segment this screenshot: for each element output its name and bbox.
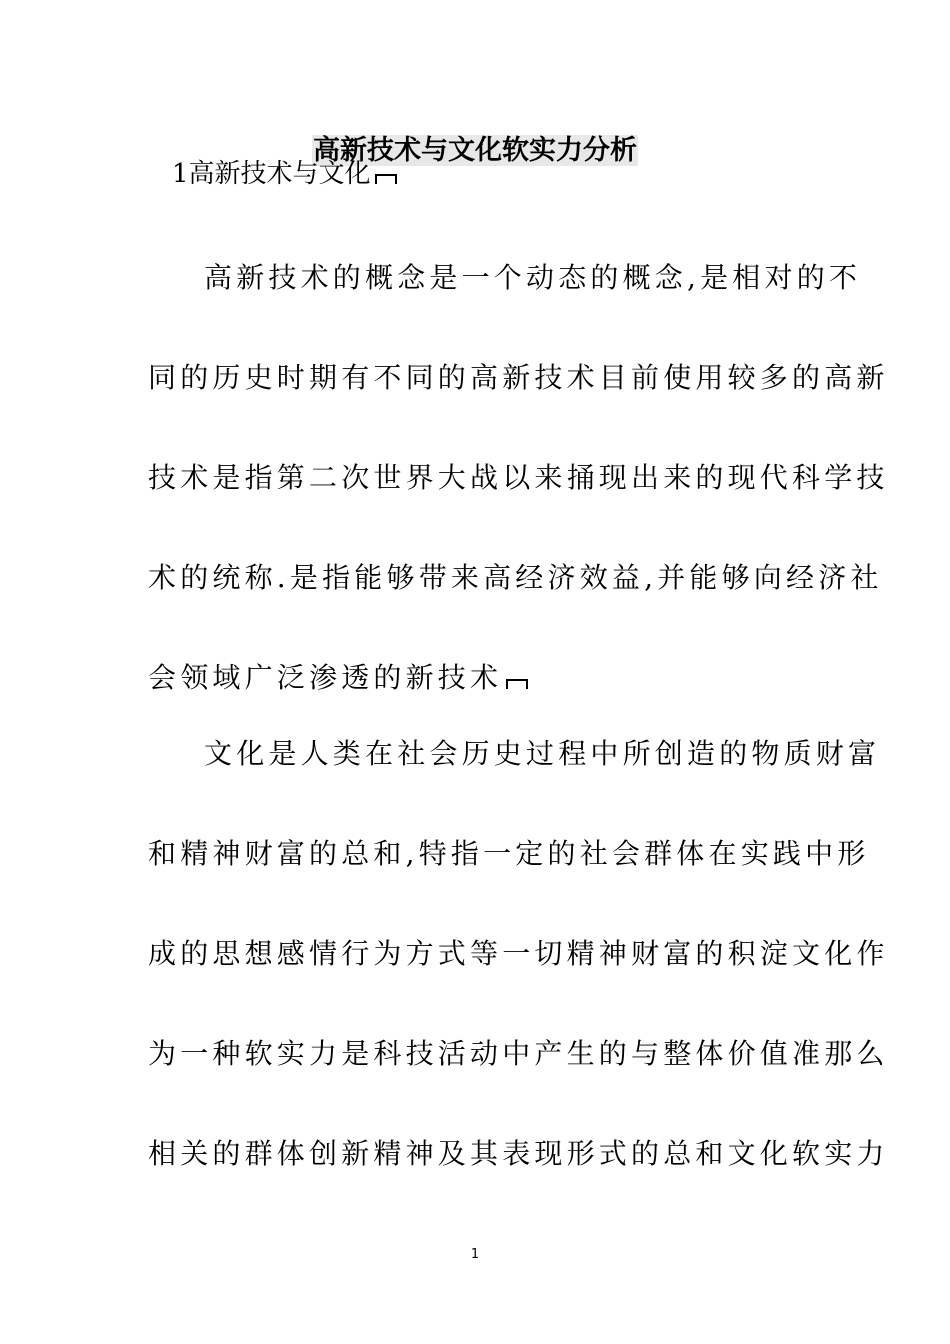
document-title-text: 高新技术与文化软实力分析 bbox=[313, 135, 637, 166]
section-heading bbox=[172, 156, 399, 192]
paragraph-2-line-2: 和精神财富的总和,特指一定的社会群体在实践中形 bbox=[148, 837, 870, 870]
paragraph-2-line-4: 为一种软实力是科技活动中产生的与整体价值准那么 bbox=[148, 1037, 889, 1070]
document-title bbox=[0, 133, 950, 169]
paragraph-1-line-2: 同的历史时期有不同的高新技术目前使用较多的高新 bbox=[148, 361, 889, 394]
page-number: 1 bbox=[470, 1247, 480, 1262]
paragraph-mark-icon bbox=[373, 170, 399, 188]
paragraph-1-line-5-text: 会领域广泛渗透的新技术 bbox=[148, 661, 503, 694]
paragraph-1-line-5 bbox=[148, 660, 530, 696]
paragraph-2-line-1: 文化是人类在社会历史过程中所创造的物质财富 bbox=[204, 737, 881, 770]
paragraph-1-line-3: 技术是指第二次世界大战以来捅现出来的现代科学技 bbox=[148, 461, 889, 494]
paragraph-1-line-1: 高新技术的概念是一个动态的概念,是相对的不 bbox=[204, 261, 862, 294]
section-heading-text: 1高新技术与文化 bbox=[172, 159, 371, 189]
paragraph-1-line-4: 术的统称.是指能够带来高经济效益,并能够向经济社 bbox=[148, 561, 883, 594]
paragraph-2-line-3: 成的思想感情行为方式等一切精神财富的积淀文化作 bbox=[148, 937, 889, 970]
paragraph-2-line-5: 相关的群体创新精神及其表现形式的总和文化软实力 bbox=[148, 1137, 889, 1170]
paragraph-mark-icon bbox=[504, 675, 530, 693]
